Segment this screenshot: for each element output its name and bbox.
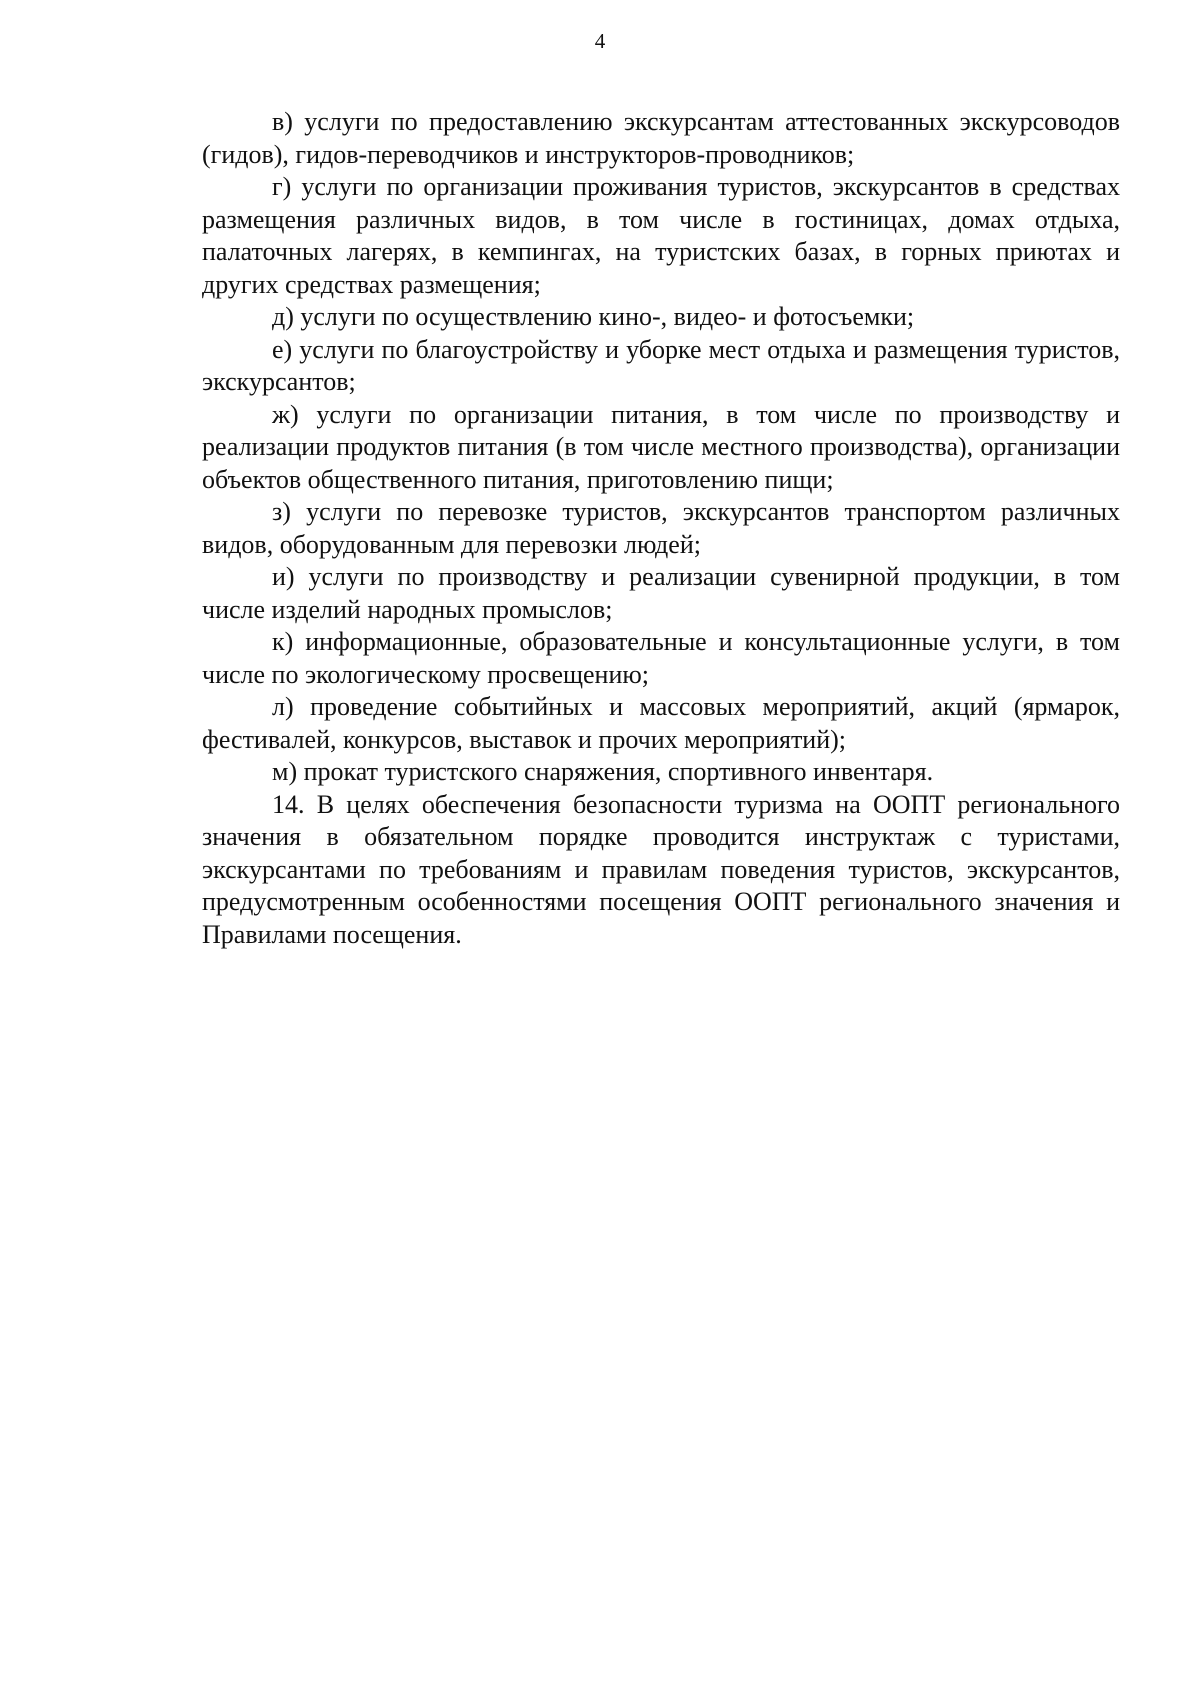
paragraph-item-zh: ж) услуги по организации питания, в том числе по производству и реализации продуктов питания (в том числе местного производства), организации объектов общественного питания, приготовлению пищи;: [202, 399, 1120, 494]
paragraph-section-14: 14. В целях обеспечения безопасности туризма на ООПТ регионального значения в обязательном порядке проводится инструктаж с туристами, экскурсантами по требованиям и правилам поведения туристов, экскурсантов, предусмотренным особенностями посещения ООПТ регионального значения и Правилами посещения.: [202, 789, 1120, 949]
paragraph-item-g: г) услуги по организации проживания туристов, экскурсантов в средствах размещения различных видов, в том числе в гостиницах, домах отдыха, палаточных лагерях, в кемпингах, на туристских базах, в горных приютах и других средствах размещения;: [202, 172, 1120, 299]
paragraph-item-i: и) услуги по производству и реализации сувенирной продукции, в том числе изделий народных промыслов;: [202, 562, 1120, 624]
paragraph-item-l: л) проведение событийных и массовых мероприятий, акций (ярмарок, фестивалей, конкурсов, выставок и прочих мероприятий);: [202, 692, 1120, 754]
document-body: [202, 106, 1120, 951]
paragraph-item-z: з) услуги по перевозке туристов, экскурсантов транспортом различных видов, оборудованным для перевозки людей;: [202, 497, 1120, 559]
paragraph-item-d: д) услуги по осуществлению кино-, видео- и фотосъемки;: [272, 302, 915, 331]
paragraph-item-v: в) услуги по предоставлению экскурсантам аттестованных экскурсоводов (гидов), гидов-переводчиков и инструкторов-проводников;: [202, 107, 1120, 169]
paragraph-item-e: е) услуги по благоустройству и уборке мест отдыха и размещения туристов, экскурсантов;: [202, 334, 1120, 396]
paragraph-item-m: м) прокат туристского снаряжения, спортивного инвентаря.: [272, 757, 934, 786]
paragraph-item-k: к) информационные, образовательные и консультационные услуги, в том числе по экологическому просвещению;: [202, 627, 1120, 689]
page-number: 4: [594, 29, 606, 53]
